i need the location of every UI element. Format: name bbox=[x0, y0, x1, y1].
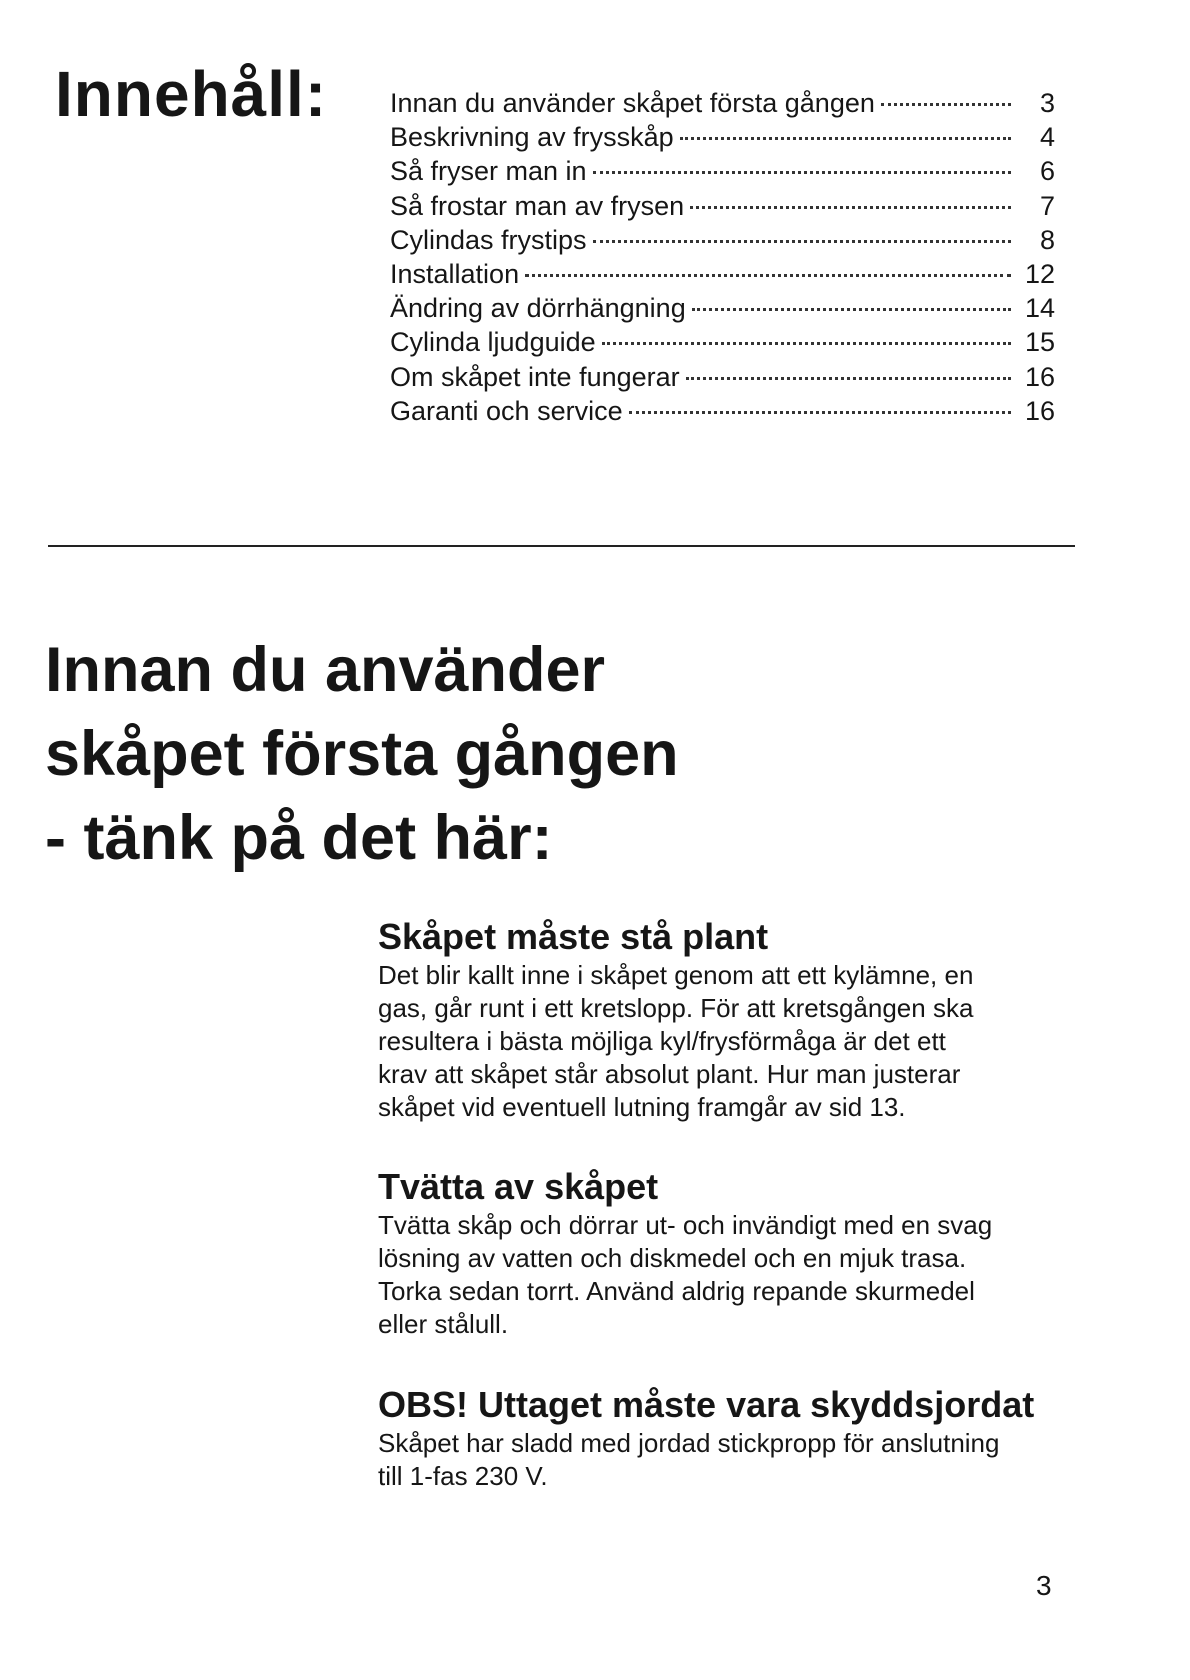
dot-leader bbox=[525, 274, 1011, 277]
section-level-placement bbox=[378, 915, 1068, 1124]
toc-item[interactable] bbox=[390, 120, 1055, 154]
toc-item-title: Innan du använder skåpet första gången bbox=[390, 88, 875, 118]
toc-item-page: 4 bbox=[1039, 122, 1055, 153]
toc-item-page: 15 bbox=[1024, 327, 1055, 358]
toc-item[interactable] bbox=[390, 154, 1055, 188]
dot-leader bbox=[690, 206, 1011, 209]
toc-item-page: 12 bbox=[1024, 258, 1055, 289]
main-heading-line: skåpet första gången bbox=[45, 719, 679, 789]
dot-leader bbox=[692, 308, 1011, 311]
toc-item-page: 16 bbox=[1024, 361, 1055, 392]
toc-item-title: Ändring av dörrhängning bbox=[390, 293, 686, 324]
main-heading-line: - tänk på det här: bbox=[45, 803, 553, 873]
toc-item-title: Installation bbox=[390, 258, 520, 289]
toc-item-page: 16 bbox=[1024, 395, 1055, 426]
section-cleaning bbox=[378, 1165, 1068, 1341]
toc-item-page: 7 bbox=[1039, 190, 1055, 221]
section-body bbox=[378, 1209, 1068, 1341]
toc-item[interactable] bbox=[390, 360, 1055, 394]
horizontal-divider bbox=[48, 545, 1075, 547]
body-line: lösning av vatten och diskmedel och en mjuk trasa. bbox=[378, 1243, 967, 1273]
body-line: Det blir kallt inne i skåpet genom att ett kylämne, en bbox=[378, 960, 974, 990]
toc-item[interactable] bbox=[390, 223, 1055, 257]
body-line: Skåpet har sladd med jordad stickpropp för anslutning bbox=[378, 1428, 1000, 1458]
toc-item-title: Garanti och service bbox=[390, 395, 623, 426]
toc-item-page: 3 bbox=[1039, 88, 1055, 118]
toc-item-title: Om skåpet inte fungerar bbox=[390, 361, 680, 392]
section-title: Tvätta av skåpet bbox=[378, 1166, 659, 1207]
toc-item-title: Cylindas frystips bbox=[390, 224, 587, 255]
body-line: gas, går runt i ett kretslopp. För att kretsgången ska bbox=[378, 993, 974, 1023]
toc-item[interactable] bbox=[390, 291, 1055, 325]
toc-item-page: 14 bbox=[1024, 293, 1055, 324]
dot-leader bbox=[593, 240, 1011, 243]
body-line: till 1-fas 230 V. bbox=[378, 1461, 548, 1491]
toc-item[interactable] bbox=[390, 394, 1055, 428]
section-title: Skåpet måste stå plant bbox=[378, 916, 769, 957]
body-line: resultera i bästa möjliga kyl/frysförmåga är det ett bbox=[378, 1026, 946, 1056]
toc-item-title: Cylinda ljudguide bbox=[390, 327, 596, 358]
body-line: eller stålull. bbox=[378, 1309, 509, 1339]
toc-item-page: 6 bbox=[1039, 156, 1055, 187]
dot-leader bbox=[881, 103, 1011, 106]
toc-item[interactable] bbox=[390, 86, 1055, 120]
toc-item-page: 8 bbox=[1039, 224, 1055, 255]
section-grounding-notice bbox=[378, 1383, 1068, 1493]
toc-item-title: Så fryser man in bbox=[390, 156, 587, 187]
toc-item-title: Så frostar man av frysen bbox=[390, 190, 685, 221]
body-line: Tvätta skåp och dörrar ut- och invändigt med en svag bbox=[378, 1210, 993, 1240]
dot-leader bbox=[680, 137, 1011, 140]
dot-leader bbox=[602, 342, 1011, 345]
toc-item[interactable] bbox=[390, 257, 1055, 291]
main-heading bbox=[45, 628, 679, 880]
body-line: krav att skåpet står absolut plant. Hur man justerar bbox=[378, 1059, 961, 1089]
toc-heading: Innehåll: bbox=[55, 58, 328, 130]
toc-item[interactable] bbox=[390, 325, 1055, 359]
dot-leader bbox=[593, 171, 1011, 174]
table-of-contents bbox=[390, 86, 1055, 428]
toc-item[interactable] bbox=[390, 189, 1055, 223]
page-number: 3 bbox=[1036, 1570, 1052, 1601]
dot-leader bbox=[686, 377, 1011, 380]
body-line: skåpet vid eventuell lutning framgår av sid 13. bbox=[378, 1092, 906, 1122]
body-line: Torka sedan torrt. Använd aldrig repande skurmedel bbox=[378, 1276, 975, 1306]
main-heading-line: Innan du använder bbox=[45, 635, 606, 705]
toc-item-title: Beskrivning av frysskåp bbox=[390, 122, 674, 153]
dot-leader bbox=[629, 411, 1011, 414]
section-body bbox=[378, 959, 1068, 1124]
section-body bbox=[378, 1427, 1068, 1493]
section-title: OBS! Uttaget måste vara skyddsjordat bbox=[378, 1384, 1035, 1425]
